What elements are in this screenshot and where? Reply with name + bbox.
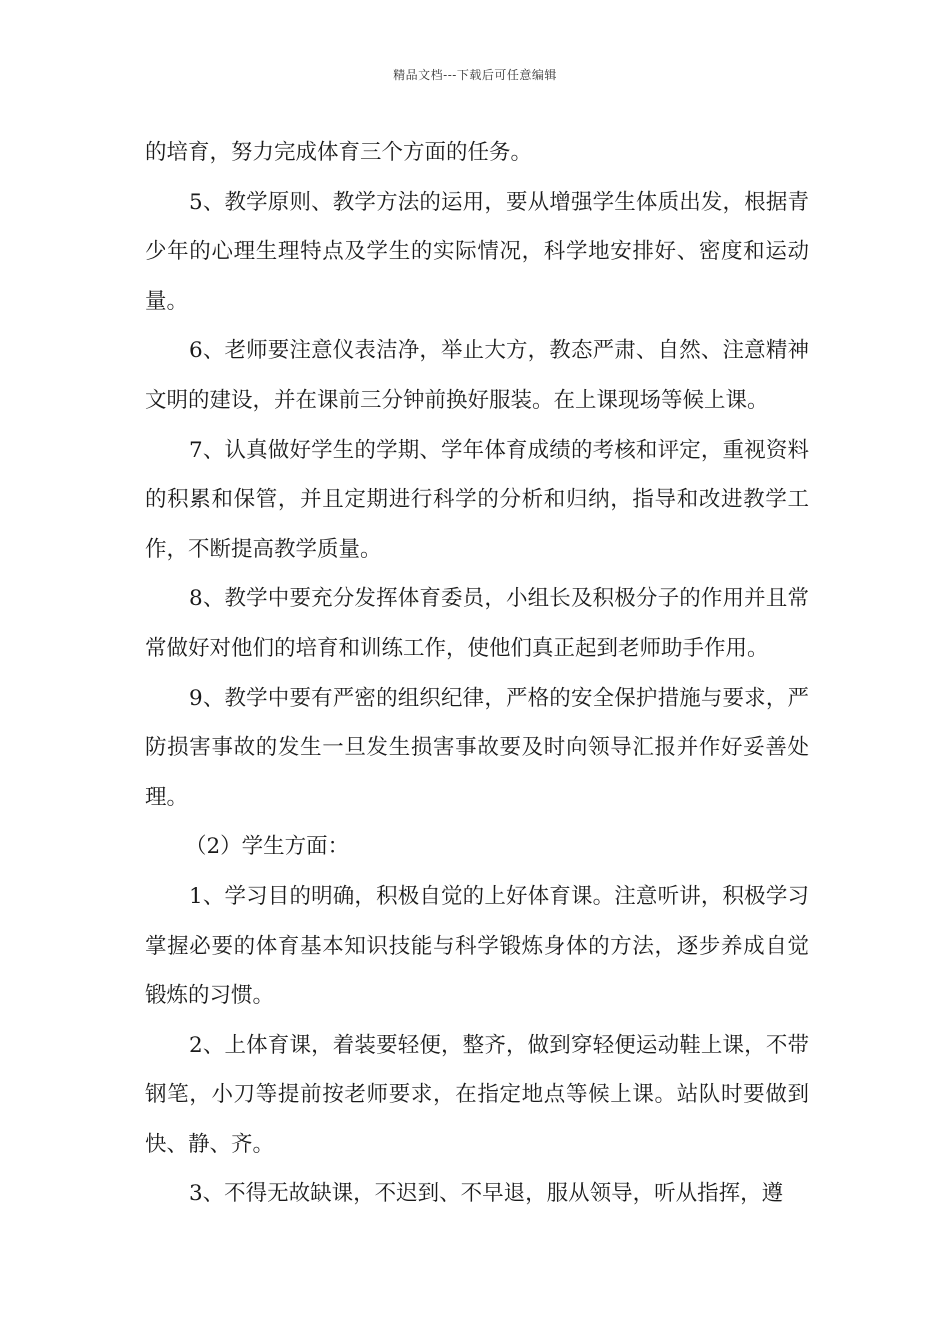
paragraph-item-6: 6、老师要注意仪表洁净，举止大方，教态严肃、自然、注意精神文明的建设，并在课前三分钟前换好服装。在上课现场等候上课。: [145, 338, 809, 413]
paragraph-student-1: 1、学习目的明确，积极自觉的上好体育课。注意听讲，积极学习掌握必要的体育基本知识技能与科学锻炼身体的方法，逐步养成自觉锻炼的习惯。: [145, 883, 809, 1009]
paragraph-student-2: 2、上体育课，着装要轻便，整齐，做到穿轻便运动鞋上课，不带钢笔，小刀等提前按老师要求，在指定地点等候上课。站队时要做到快、静、齐。: [145, 1032, 809, 1157]
document-body: [145, 128, 809, 1219]
paragraph-item-8: 8、教学中要充分发挥体育委员，小组长及积极分子的作用并且常常做好对他们的培育和训练工作，使他们真正起到老师助手作用。: [145, 586, 809, 661]
paragraph-item-7: 7、认真做好学生的学期、学年体育成绩的考核和评定，重视资料的积累和保管，并且定期进行科学的分析和归纳，指导和改进教学工作，不断提高教学质量。: [145, 437, 809, 562]
page-header: 精品文档---下载后可任意编辑: [393, 68, 557, 82]
paragraph-item-5: 5、教学原则、教学方法的运用，要从增强学生体质出发，根据青少年的心理生理特点及学生的实际情况，科学地安排好、密度和运动量。: [145, 189, 809, 314]
paragraph-continuation: 的培育，努力完成体育三个方面的任务。: [145, 140, 533, 165]
paragraph-student-3: 3、不得无故缺课，不迟到、不早退，服从领导，听从指挥，遵: [189, 1181, 784, 1207]
paragraph-item-9: 9、教学中要有严密的组织纪律，严格的安全保护措施与要求，严防损害事故的发生一旦发生损害事故要及时向领导汇报并作好妥善处理。: [145, 685, 809, 810]
section-heading-students: （2）学生方面：: [185, 834, 350, 860]
